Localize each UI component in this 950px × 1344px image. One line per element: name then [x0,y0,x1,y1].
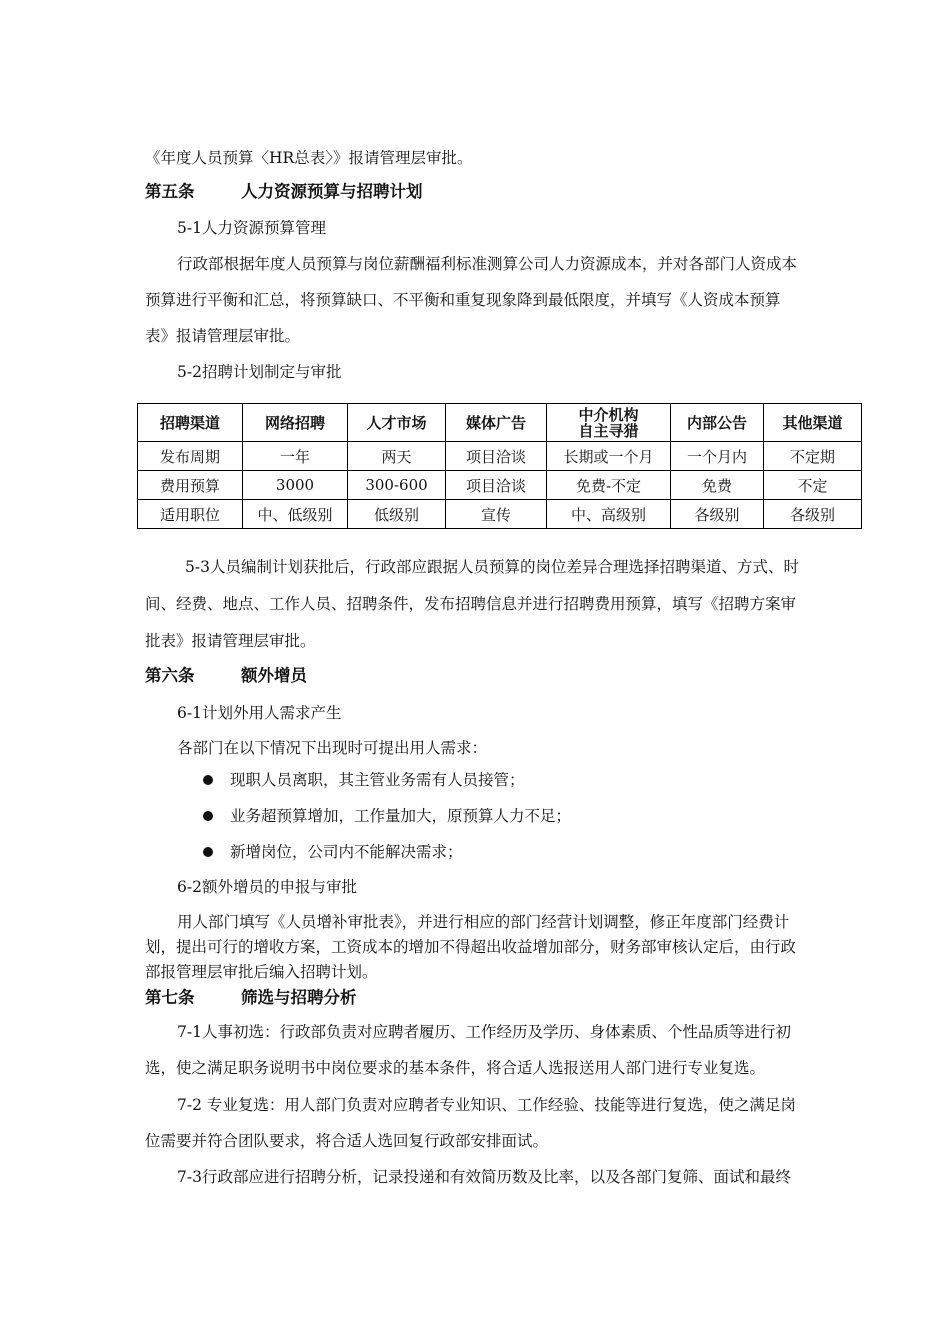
table-row [138,500,862,529]
table-header-cell: 媒体广告 [446,404,547,442]
table-cell: 免费 [671,471,764,500]
article-6-title: 额外增员 [241,666,307,685]
table-cell: 低级别 [348,500,446,529]
table-cell: 300-600 [348,471,446,500]
recruitment-channel-table [137,403,862,529]
table-cell: 各级别 [671,500,764,529]
section-6-1-title: 6-1计划外用人需求产生 [177,704,342,722]
paragraph-line: 各部门在以下情况下出现时可提出用人需求： [177,739,488,757]
table-cell: 一个月内 [671,442,764,471]
table-cell: 各级别 [764,500,862,529]
table-cell: 中、低级别 [243,500,348,529]
paragraph-line: 间、经费、地点、工作人员、招聘条件，发布招聘信息并进行招聘费用预算，填写《招聘方案审 [145,595,797,613]
table-header-cell: 人才市场 [348,404,446,442]
article-6-number: 第六条 [145,666,195,685]
table-header-cell: 网络招聘 [243,404,348,442]
table-cell: 费用预算 [138,471,243,500]
table-header-cell-agency [547,404,671,442]
header-agency-line2: 自主寻猎 [578,421,639,440]
article-5-heading [145,181,423,203]
table-row [138,471,862,500]
paragraph-line: 部报管理层审批后编入招聘计划。 [145,963,378,981]
bullet-icon [203,775,213,785]
bullet-icon [203,847,213,857]
table-cell: 免费-不定 [547,471,671,500]
table-cell: 中、高级别 [547,500,671,529]
paragraph-line: 5-3人员编制计划获批后，行政部应跟据人员预算的岗位差异合理选择招聘渠道、方式、时 [185,558,799,576]
bullet-icon [203,811,213,821]
list-item: 业务超预算增加，工作量加大，原预算人力不足； [230,807,572,825]
table-cell: 适用职位 [138,500,243,529]
table-cell: 一年 [243,442,348,471]
list-item: 新增岗位，公司内不能解决需求； [230,843,463,861]
paragraph-line: 7-3行政部应进行招聘分析，记录投递和有效简历数及比率，以及各部门复筛、面试和最终 [177,1168,791,1186]
intro-line: 《年度人员预算〈HR总表〉》报请管理层审批。 [145,149,473,167]
table-cell: 长期或一个月 [547,442,671,471]
paragraph-line: 行政部根据年度人员预算与岗位薪酬福利标准测算公司人力资源成本，并对各部门人资成本 [177,255,798,273]
table-row [138,442,862,471]
section-6-2-title: 6-2额外增员的申报与审批 [177,878,357,896]
paragraph-line: 7-1人事初选：行政部负责对应聘者履历、工作经历及学历、身体素质、个性品质等进行初 [177,1023,791,1041]
article-7-number: 第七条 [145,988,195,1007]
paragraph-line: 划，提出可行的增收方案，工资成本的增加不得超出收益增加部分，财务部审核认定后，由行政 [145,938,797,956]
article-5-number: 第五条 [145,182,195,201]
table-cell: 项目洽谈 [446,471,547,500]
table-cell: 发布周期 [138,442,243,471]
paragraph-line: 位需要并符合团队要求，将合适人选回复行政部安排面试。 [145,1132,549,1150]
table-cell: 不定期 [764,442,862,471]
table-cell: 两天 [348,442,446,471]
section-5-1-title: 5-1人力资源预算管理 [177,219,326,237]
paragraph-line: 选，使之满足职务说明书中岗位要求的基本条件，将合适人选报送用人部门进行专业复选。 [145,1059,766,1077]
table-cell: 3000 [243,471,348,500]
article-5-title: 人力资源预算与招聘计划 [241,182,423,201]
paragraph-line: 用人部门填写《人员增补审批表》，并进行相应的部门经营计划调整，修正年度部门经费计 [177,913,790,931]
table-header-cell: 招聘渠道 [138,404,243,442]
paragraph-line: 表》报请管理层审批。 [145,327,301,345]
table-header-cell: 内部公告 [671,404,764,442]
table-cell: 宣传 [446,500,547,529]
list-item: 现职人员离职，其主管业务需有人员接管； [230,771,525,789]
paragraph-line: 7-2 专业复选：用人部门负责对应聘者专业知识、工作经验、技能等进行复选，使之满足岗 [177,1096,796,1114]
section-5-2-title: 5-2招聘计划制定与审批 [177,363,342,381]
header-agency-line1: 中介机构 [578,405,639,424]
article-7-title: 筛选与招聘分析 [241,988,357,1007]
article-6-heading [145,665,307,687]
table-header-cell: 其他渠道 [764,404,862,442]
paragraph-line: 批表》报请管理层审批。 [145,632,316,650]
table-cell: 不定 [764,471,862,500]
paragraph-line: 预算进行平衡和汇总，将预算缺口、不平衡和重复现象降到最低限度，并填写《人资成本预算 [145,291,781,309]
table-cell: 项目洽谈 [446,442,547,471]
table-header-row [138,404,862,442]
article-7-heading [145,987,357,1009]
